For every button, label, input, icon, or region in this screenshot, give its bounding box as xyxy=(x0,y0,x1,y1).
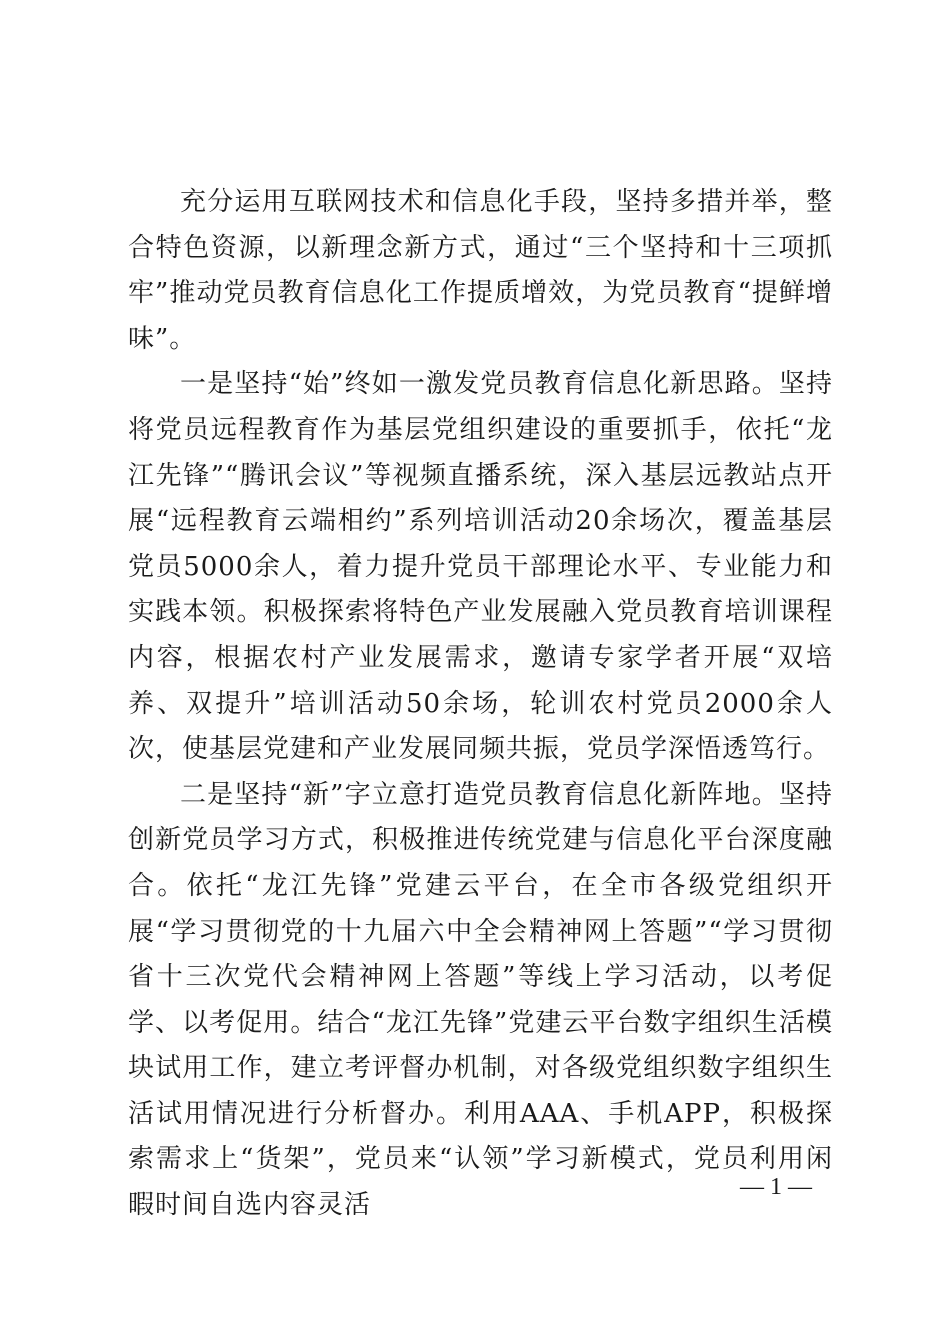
page-number: — 1 — xyxy=(740,1174,812,1200)
paragraph-intro: 充分运用互联网技术和信息化手段，坚持多措并举，整合特色资源，以新理念新方式，通过“三个坚持和十三项抓牢”推动党员教育信息化工作提质增效，为党员教育“提鲜增味”。 xyxy=(128,187,833,354)
paragraph-first-point: 一是坚持“始”终如一激发党员教育信息化新思路。坚持将党员远程教育作为基层党组织建设的重要抓手，依托“龙江先锋”“腾讯会议”等视频直播系统，深入基层远教站点开展“远程教育云端相约”系列培训活动20余场次，覆盖基层党员5000余人，着力提升党员干部理论水平、专业能力和实践本领。积极探索将特色产业发展融入党员教育培训课程内容，根据农村产业发展需求，邀请专家学者开展“双培养、双提升”培训活动50余场，轮训农村党员2000余人次，使基层党建和产业发展同频共振，党员学深悟透笃行。 xyxy=(128,369,833,765)
paragraph-second-point: 二是坚持“新”字立意打造党员教育信息化新阵地。坚持创新党员学习方式，积极推进传统党建与信息化平台深度融合。依托“龙江先锋”党建云平台，在全市各级党组织开展“学习贯彻党的十九届六中全会精神网上答题”“学习贯彻省十三次党代会精神网上答题”等线上学习活动，以考促学、以考促用。结合“龙江先锋”党建云平台数字组织生活模块试用工作，建立考评督办机制，对各级党组织数字组织生活试用情况进行分析督办。利用AAA、手机APP，积极探索需求上“货架”，党员来“认领”学习新模式，党员利用闲暇时间自选内容灵活 xyxy=(128,779,833,1221)
document-body xyxy=(128,180,833,1229)
